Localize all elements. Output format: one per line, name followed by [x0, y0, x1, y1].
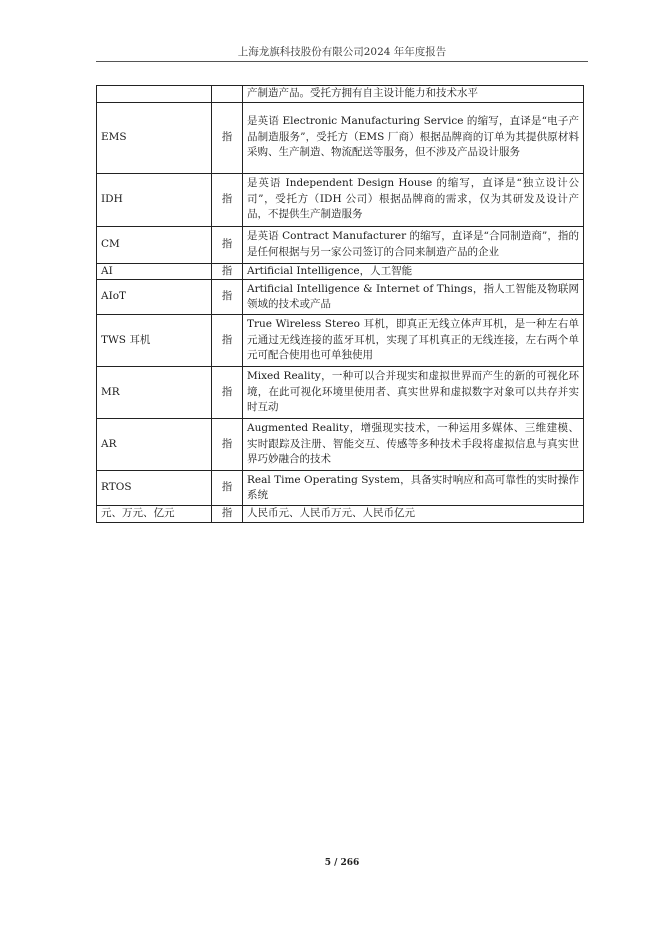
definition-cell: 是英语 Independent Design House 的缩写，直译是“独立设计公司”，受托方（IDH 公司）根据品牌商的需求，仅为其研发及设计产品，不提供生产制造服务: [243, 173, 584, 226]
term-cell: CM: [97, 226, 212, 263]
term-cell: AR: [97, 419, 212, 471]
separator-cell: 指: [212, 102, 243, 173]
table-row: [97, 173, 584, 226]
header-rule: [96, 61, 588, 62]
separator-cell: 指: [212, 367, 243, 419]
definition-cell: Artificial Intelligence & Internet of Things，指人工智能及物联网领域的技术或产品: [243, 280, 584, 315]
table-row: [97, 280, 584, 315]
table-row: [97, 419, 584, 471]
table-row: [97, 86, 584, 103]
separator-cell: [212, 86, 243, 103]
table-row: [97, 506, 584, 523]
definition-cell: True Wireless Stereo 耳机，即真正无线立体声耳机，是一种左右单元通过无线连接的蓝牙耳机，实现了耳机真正的无线连接，左右两个单元可配合使用也可单独使用: [243, 315, 584, 367]
separator-cell: 指: [212, 471, 243, 506]
term-cell: TWS 耳机: [97, 315, 212, 367]
definition-cell: Mixed Reality，一种可以合并现实和虚拟世界而产生的新的可视化环境，在此可视化环境里使用者、真实世界和虚拟数字对象可以共存并实时互动: [243, 367, 584, 419]
separator-cell: 指: [212, 506, 243, 523]
separator-cell: 指: [212, 419, 243, 471]
definition-cell: 人民币元、人民币万元、人民币亿元: [243, 506, 584, 523]
definition-cell: Real Time Operating System，具备实时响应和高可靠性的实时操作系统: [243, 471, 584, 506]
separator-cell: 指: [212, 226, 243, 263]
table-row: [97, 226, 584, 263]
separator-cell: 指: [212, 173, 243, 226]
glossary-table: [96, 85, 584, 523]
term-cell: EMS: [97, 102, 212, 173]
table-row: [97, 471, 584, 506]
definition-cell: Augmented Reality，增强现实技术，一种运用多媒体、三维建模、实时跟踪及注册、智能交互、传感等多种技术手段将虚拟信息与真实世界巧妙融合的技术: [243, 419, 584, 471]
definition-cell: 是英语 Contract Manufacturer 的缩写，直译是“合同制造商”，指的是任何根据与另一家公司签订的合同来制造产品的企业: [243, 226, 584, 263]
table-row: [97, 102, 584, 173]
term-cell: 元、万元、亿元: [97, 506, 212, 523]
table-row: [97, 263, 584, 280]
table-row: [97, 367, 584, 419]
definition-cell: Artificial Intelligence，人工智能: [243, 263, 584, 280]
definition-cell: 是英语 Electronic Manufacturing Service 的缩写，直译是“电子产品制造服务”，受托方（EMS 厂商）根据品牌商的订单为其提供原材料采购、生产制造、物流配送等服务，但不涉及产品设计服务: [243, 102, 584, 173]
term-cell: [97, 86, 212, 103]
separator-cell: 指: [212, 263, 243, 280]
term-cell: AI: [97, 263, 212, 280]
term-cell: AIoT: [97, 280, 212, 315]
page-number: 5 / 266: [324, 858, 360, 868]
separator-cell: 指: [212, 280, 243, 315]
report-header: 上海龙旗科技股份有限公司2024 年年度报告: [237, 46, 447, 58]
term-cell: RTOS: [97, 471, 212, 506]
term-cell: MR: [97, 367, 212, 419]
table-row: [97, 315, 584, 367]
term-cell: IDH: [97, 173, 212, 226]
separator-cell: 指: [212, 315, 243, 367]
definition-cell: 产制造产品。受托方拥有自主设计能力和技术水平: [243, 86, 584, 103]
